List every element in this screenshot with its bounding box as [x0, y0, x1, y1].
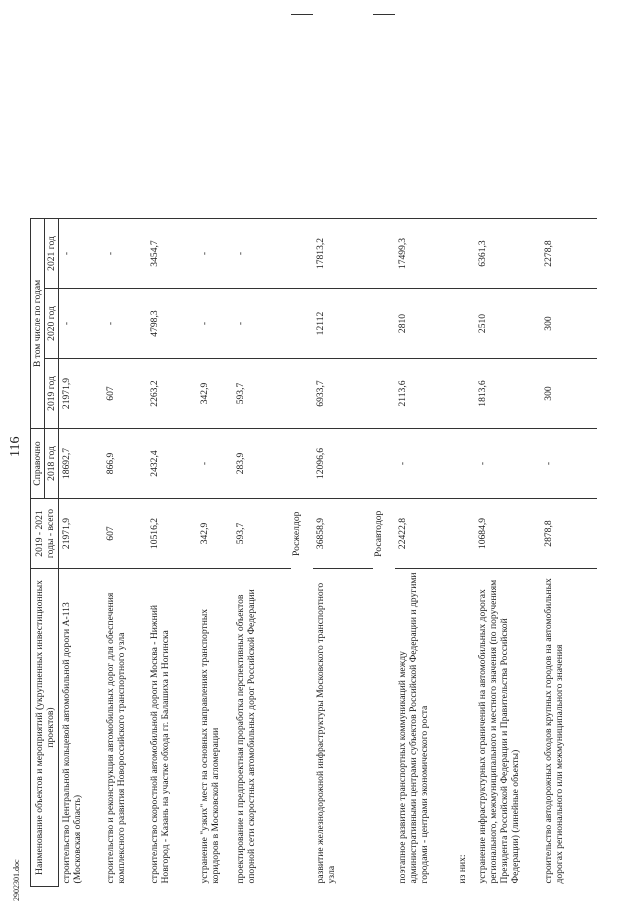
row-name: развитие железнодорожной инфраструктуры Московского транспортного узла [314, 582, 337, 884]
cell-y2018: - [395, 429, 455, 499]
cell-y2020: 2510 [475, 289, 541, 359]
row-name: устранение "узких" мест на основных направлениях транспортных коридоров в Московской агломерации [198, 608, 221, 884]
cell-y2020: - [59, 289, 103, 359]
empty-cell [291, 14, 313, 218]
filler-cell [233, 14, 291, 218]
filler-cell [541, 14, 597, 218]
header-filler [31, 14, 59, 218]
filler-cell [475, 14, 541, 218]
table-body [59, 14, 597, 886]
table-row [103, 14, 147, 886]
org-empty-cell [373, 569, 395, 887]
cell-y2019: 2113,6 [395, 359, 455, 429]
filler-cell [59, 14, 103, 218]
cell-total: 2878,8 [541, 499, 597, 569]
doc-footer: 2902301.doc [12, 859, 21, 901]
cell-y2019: 1813,6 [475, 359, 541, 429]
header-year-2021: 2021 год [45, 218, 59, 288]
cell-y2020 [455, 289, 475, 359]
cell-y2019: 607 [103, 359, 147, 429]
cell-y2021: 17499,3 [395, 218, 455, 288]
cell-total [455, 499, 475, 569]
cell-y2020: 2810 [395, 289, 455, 359]
cell-y2019: 21971,9 [59, 359, 103, 429]
empty-cell [373, 289, 395, 359]
table-row [395, 14, 455, 886]
header-ref-year: 2018 год [45, 429, 59, 499]
cell-total: 10516,2 [147, 499, 197, 569]
org-empty-cell [291, 569, 313, 887]
filler-cell [455, 14, 475, 218]
cell-y2018: - [475, 429, 541, 499]
empty-cell [291, 359, 313, 429]
header-year-2019: 2019 год [45, 359, 59, 429]
cell-y2019 [455, 359, 475, 429]
cell-y2021: 3454,7 [147, 218, 197, 288]
row-name: строительство автодорожных обходов крупных городов на автомобильных дорогах регионального или межмуниципального значения [542, 578, 565, 884]
table-row [475, 14, 541, 886]
cell-total: 36858,9 [313, 499, 373, 569]
row-name: устранение инфраструктурных ограничений на автомобильных дорогах регионального, межмуниципального и местного значения (по поручениям Президента Российской Федерации и Правительства Российской Федерации) (линейные объекты) [476, 579, 521, 884]
header-total: 2019 - 2021 годы - всего [31, 499, 59, 569]
empty-cell [373, 429, 395, 499]
cell-total: 21971,9 [59, 499, 103, 569]
empty-cell [373, 218, 395, 288]
page-number: 116 [8, 436, 23, 457]
cell-y2018: 866,9 [103, 429, 147, 499]
cell-total: 10684,9 [475, 499, 541, 569]
cell-y2021 [455, 218, 475, 288]
org-row [291, 14, 313, 886]
cell-y2018: 2432,4 [147, 429, 197, 499]
cell-y2019: 342,9 [197, 359, 233, 429]
table-row [541, 14, 597, 886]
row-name: строительство Центральной кольцевой автомобильной дороги А-113 (Московская область) [61, 602, 83, 884]
org-row [373, 14, 395, 886]
cell-total: 607 [103, 499, 147, 569]
cell-y2021: - [59, 218, 103, 288]
table-row [59, 14, 103, 886]
row-name: из них: [456, 854, 468, 884]
org-label-cell [373, 499, 395, 569]
cell-y2019: 300 [541, 359, 597, 429]
cell-y2018: - [541, 429, 597, 499]
cell-y2020: - [103, 289, 147, 359]
empty-cell [291, 429, 313, 499]
org-label-cell [291, 499, 313, 569]
table-row [197, 14, 233, 886]
header-name: Наименование объектов и мероприятий (укрупненных инвестиционных проектов) [31, 569, 59, 887]
cell-y2021: - [197, 218, 233, 288]
filler-cell [395, 14, 455, 218]
cell-y2021: 2278,8 [541, 218, 597, 288]
empty-cell [291, 289, 313, 359]
row-name: проектирование и предпроектная проработка перспективных объектов опорной сети скоростных автомобильных дорог Российской Федерации [234, 589, 257, 884]
cell-y2018 [455, 429, 475, 499]
header-incl-group: В том числе по годам [31, 218, 45, 428]
cell-y2020: - [233, 289, 291, 359]
cell-y2021: 6361,3 [475, 218, 541, 288]
empty-cell [373, 14, 395, 218]
table-row [233, 14, 291, 886]
cell-total: 22422,8 [395, 499, 455, 569]
table-row [313, 14, 373, 886]
empty-cell [291, 218, 313, 288]
cell-y2020: 12112 [313, 289, 373, 359]
header-year-2020: 2020 год [45, 289, 59, 359]
cell-y2018: 283,9 [233, 429, 291, 499]
empty-cell [373, 359, 395, 429]
cell-y2021: - [103, 218, 147, 288]
investment-table [30, 14, 597, 887]
cell-y2020: 300 [541, 289, 597, 359]
filler-cell [197, 14, 233, 218]
row-name: строительство и реконструкция автомобильных дорог для обеспечения комплексного развития Новороссийского транспортного узла [104, 592, 127, 884]
table-row [455, 14, 475, 886]
filler-cell [313, 14, 373, 218]
cell-total: 593,7 [233, 499, 291, 569]
table-row [147, 14, 197, 886]
cell-y2018: 18692,7 [59, 429, 103, 499]
cell-y2021: - [233, 218, 291, 288]
org-label: Росавтодор [372, 510, 384, 557]
cell-y2021: 17813,2 [313, 218, 373, 288]
cell-total: 342,9 [197, 499, 233, 569]
row-name: строительство скоростной автомобильной дороги Москва - Нижний Новгород - Казань на участке обхода гг. Балашиха и Ногинска [148, 605, 171, 884]
cell-y2018: - [197, 429, 233, 499]
filler-cell [103, 14, 147, 218]
table-header [31, 14, 59, 886]
header-ref-group: Справочно [31, 429, 45, 499]
cell-y2019: 6933,7 [313, 359, 373, 429]
org-label: Росжелдор [290, 511, 302, 556]
row-name: поэтапное развитие транспортных коммуникаций между административными центрами субъектов Российской Федерации и другими городами - центрами экономического роста [396, 572, 430, 884]
cell-y2020: - [197, 289, 233, 359]
cell-y2019: 593,7 [233, 359, 291, 429]
cell-y2020: 4798,3 [147, 289, 197, 359]
filler-cell [147, 14, 197, 218]
cell-y2019: 2263,2 [147, 359, 197, 429]
cell-y2018: 12096,6 [313, 429, 373, 499]
